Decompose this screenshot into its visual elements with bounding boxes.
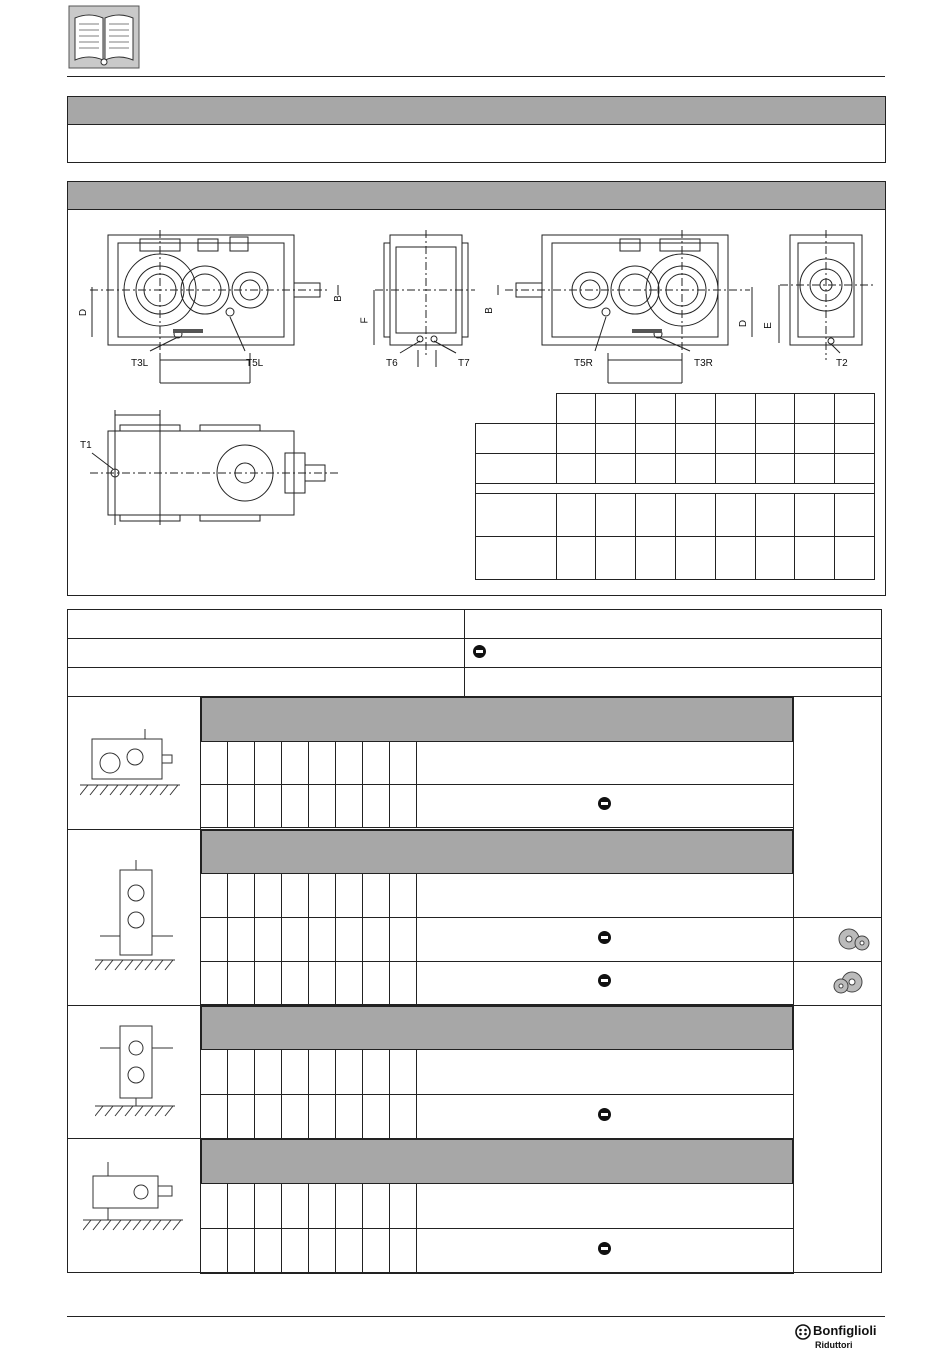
no-entry-icon: [598, 797, 611, 810]
footer-rule: [67, 1316, 885, 1317]
section-2-header: [67, 181, 886, 210]
position-2-band: [201, 830, 793, 874]
label-d-left: D: [78, 308, 90, 317]
position-1-grid: [200, 741, 794, 828]
mounting-thumbnail-horizontal: [80, 725, 180, 800]
brand-subtitle: Riduttori: [815, 1340, 853, 1350]
gear-icon: [832, 968, 868, 998]
gearbox-front-view-right: [490, 225, 765, 400]
label-t5l: T5L: [246, 358, 264, 369]
no-entry-icon: [473, 645, 486, 663]
position-2-grid: [200, 873, 794, 1005]
position-3-grid: [200, 1049, 794, 1139]
label-t3l: T3L: [131, 358, 149, 369]
bonfiglioli-logo: [795, 1323, 890, 1355]
no-entry-icon: [598, 1242, 611, 1255]
manual-book-icon: [67, 4, 141, 70]
gearbox-front-view-left: [80, 225, 350, 400]
label-t3r: T3R: [694, 358, 713, 369]
position-3-band: [201, 1006, 793, 1050]
bonfiglioli-logo-icon: [795, 1324, 811, 1340]
label-t6: T6: [386, 358, 398, 369]
header-rule: [67, 76, 885, 77]
mounting-thumbnail-vertical-down: [95, 1020, 175, 1120]
dimension-table: [475, 393, 875, 580]
label-t7: T7: [458, 358, 470, 369]
section-1-body: [67, 124, 886, 163]
mounting-thumbnail-vertical-up: [95, 858, 175, 973]
gearbox-end-view: [762, 225, 880, 370]
gear-icon: [835, 924, 871, 954]
label-t2: T2: [836, 358, 848, 369]
no-entry-icon: [598, 974, 611, 987]
no-entry-icon: [598, 931, 611, 944]
position-1-band: [201, 697, 793, 742]
no-entry-icon: [598, 1108, 611, 1121]
gearbox-side-view: [360, 225, 480, 370]
gearbox-top-view: [80, 405, 350, 530]
label-d-right: D: [738, 319, 750, 328]
label-t5r: T5R: [574, 358, 593, 369]
position-4-grid: [200, 1183, 794, 1274]
label-b-left: B: [332, 295, 344, 302]
label-t1: T1: [80, 440, 92, 451]
position-4-band: [201, 1139, 793, 1184]
mounting-thumbnail-horizontal-shaft-down: [83, 1158, 183, 1233]
label-f: F: [359, 317, 371, 324]
brand-name: Bonfiglioli: [813, 1323, 877, 1338]
label-e: E: [762, 322, 774, 329]
label-b-right: B: [483, 307, 495, 314]
section-1-header: [67, 96, 886, 125]
